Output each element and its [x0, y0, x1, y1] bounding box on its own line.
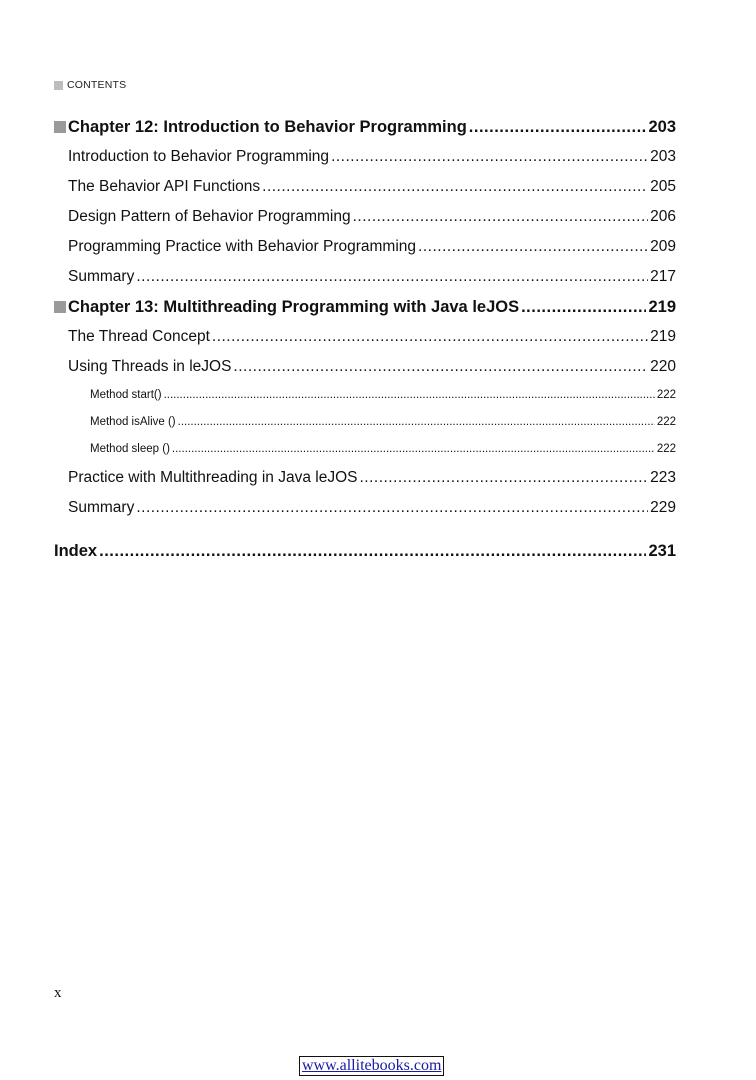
- toc-index[interactable]: [54, 536, 676, 566]
- dot-leader: [212, 322, 648, 352]
- toc-section[interactable]: [54, 352, 676, 382]
- toc-section[interactable]: [54, 172, 676, 202]
- toc-section[interactable]: [54, 493, 676, 523]
- section-title: Design Pattern of Behavior Programming: [68, 208, 351, 225]
- section-page-number: 219: [650, 328, 676, 345]
- dot-leader: [331, 142, 648, 172]
- dot-leader: [469, 112, 647, 142]
- toc-chapter-13[interactable]: [54, 292, 676, 322]
- dot-leader: [233, 352, 648, 382]
- table-of-contents: [54, 112, 676, 566]
- dot-leader: [353, 202, 649, 232]
- dot-leader: [521, 292, 646, 322]
- toc-section[interactable]: [54, 262, 676, 292]
- section-page-number: 229: [650, 499, 676, 516]
- toc-section[interactable]: [54, 463, 676, 493]
- toc-section[interactable]: [54, 232, 676, 262]
- toc-section[interactable]: [54, 202, 676, 232]
- chapter-page-number: 219: [648, 298, 676, 316]
- running-header: [54, 79, 126, 91]
- section-title: Using Threads in leJOS: [68, 358, 232, 375]
- subsection-title: Method start(): [90, 389, 162, 401]
- section-page-number: 206: [650, 208, 676, 225]
- dot-leader: [262, 172, 648, 202]
- chapter-square-icon: [54, 301, 66, 313]
- page-number: x: [54, 985, 62, 1001]
- toc-section[interactable]: [54, 142, 676, 172]
- dot-leader: [172, 436, 655, 463]
- section-page-number: 209: [650, 238, 676, 255]
- subsection-page-number: 222: [656, 389, 676, 401]
- section-title: Introduction to Behavior Programming: [68, 148, 330, 165]
- section-page-number: 205: [650, 178, 676, 195]
- section-title: Programming Practice with Behavior Programming: [68, 238, 417, 255]
- chapter-page-number: 203: [648, 118, 676, 136]
- subsection-page-number: 222: [656, 443, 676, 455]
- toc-subsection[interactable]: [54, 382, 676, 409]
- dot-leader: [164, 382, 655, 409]
- toc-section[interactable]: [54, 322, 676, 352]
- subsection-title: Method sleep (): [90, 443, 170, 455]
- toc-subsection[interactable]: [54, 409, 676, 436]
- subsection-title: Method isAlive (): [90, 416, 176, 428]
- dot-leader: [99, 536, 646, 566]
- footer-website-link[interactable]: www.allitebooks.com: [299, 1056, 444, 1076]
- dot-leader: [136, 493, 648, 523]
- section-page-number: 203: [650, 148, 676, 165]
- subsection-page-number: 222: [656, 416, 676, 428]
- chapter-square-icon: [54, 121, 66, 133]
- section-title: Summary: [68, 268, 135, 285]
- section-page-number: 220: [650, 358, 676, 375]
- toc-subsection[interactable]: [54, 436, 676, 463]
- header-square-icon: [54, 81, 63, 90]
- section-title: The Behavior API Functions: [68, 178, 261, 195]
- dot-leader: [418, 232, 648, 262]
- chapter-title: Chapter 13: Multithreading Programming with Java leJOS: [54, 292, 519, 322]
- index-page-number: 231: [648, 542, 676, 560]
- section-page-number: 217: [650, 268, 676, 285]
- section-title: The Thread Concept: [68, 328, 210, 345]
- section-page-number: 223: [650, 469, 676, 486]
- running-header-label: CONTENTS: [67, 79, 127, 91]
- toc-chapter-12[interactable]: [54, 112, 676, 142]
- dot-leader: [359, 463, 648, 493]
- dot-leader: [178, 409, 655, 436]
- chapter-title: Chapter 12: Introduction to Behavior Programming: [54, 112, 467, 142]
- dot-leader: [136, 262, 648, 292]
- section-title: Practice with Multithreading in Java leJOS: [68, 469, 358, 486]
- section-title: Summary: [68, 499, 135, 516]
- index-title: Index: [54, 542, 98, 560]
